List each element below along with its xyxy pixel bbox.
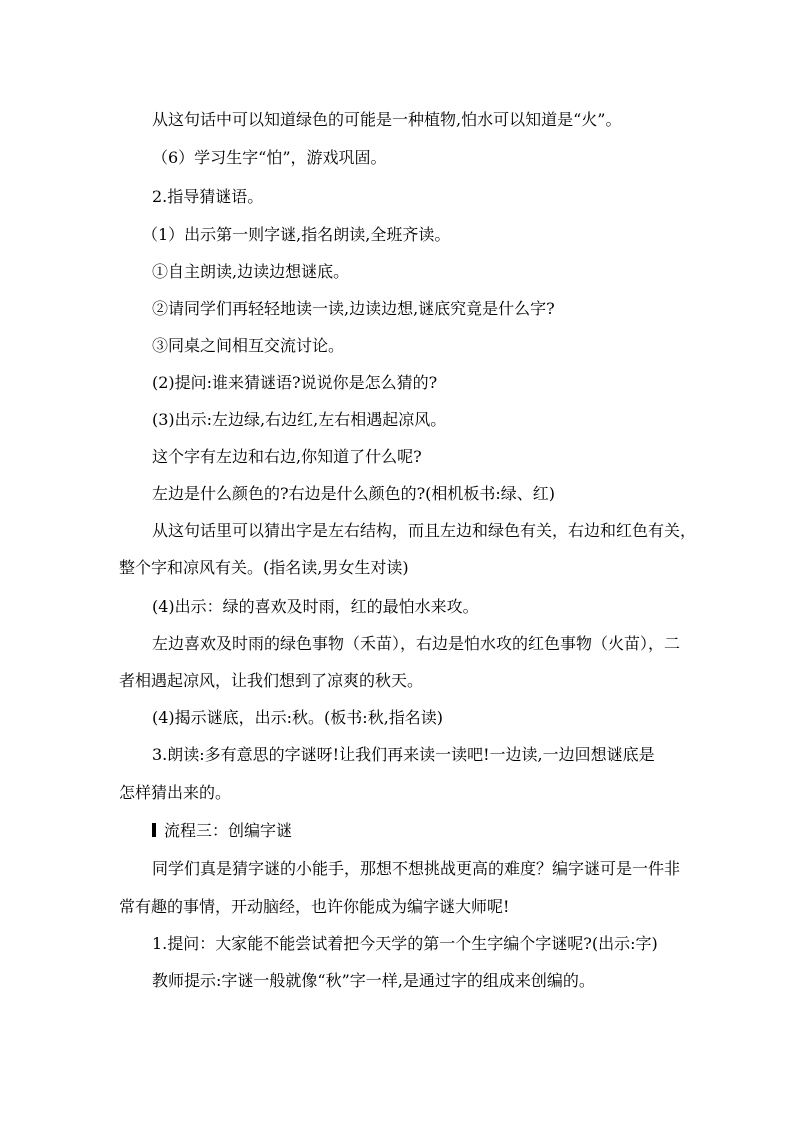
paragraph-5: ①自主朗读,边读边想谜底。 (152, 262, 350, 281)
paragraph-17b: 常有趣的事情，开动脑经，也许你能成为编字谜大师呢! (119, 897, 510, 916)
paragraph-11: 左边是什么颜色的?右边是什么颜色的?(相机板书:绿、红) (152, 484, 556, 503)
paragraph-3: 2.指导猜谜语。 (152, 187, 264, 206)
paragraph-7: ③同桌之间相互交流讨论。 (152, 336, 345, 355)
section-heading-text: 流程三：创编字谜 (164, 821, 293, 840)
paragraph-9: (3)出示:左边绿,右边红,左右相遇起凉风。 (152, 410, 447, 429)
paragraph-18: 1.提问：大家能不能尝试着把今天学的第一个生字编个字谜呢?(出示:字) (152, 934, 658, 953)
paragraph-1: 从这句话中可以知道绿色的可能是一种植物,怕水可以知道是“火”。 (152, 110, 622, 129)
paragraph-12b: 整个字和凉风有关。(指名读,男女生对读) (119, 558, 409, 577)
section-heading (152, 821, 292, 841)
paragraph-14b: 者相遇起凉风，让我们想到了凉爽的秋天。 (119, 671, 424, 690)
paragraph-14a: 左边喜欢及时雨的绿色事物（禾苗），右边是怕水攻的红色事物（火苗），二 (152, 634, 681, 653)
paragraph-2: （6）学习生字“怕”，游戏巩固。 (152, 148, 387, 167)
paragraph-15: (4)揭示谜底，出示:秋。(板书:秋,指名读) (152, 708, 444, 727)
paragraph-16a: 3.朗读:多有意思的字谜呀!让我们再来读一读吧!一边读,一边回想谜底是 (152, 745, 655, 764)
paragraph-13: (4)出示：绿的喜欢及时雨，红的最怕水来攻。 (152, 597, 479, 616)
paragraph-17a: 同学们真是猜字谜的小能手，那想不想挑战更高的难度？编字谜可是一件非 (152, 859, 681, 878)
heading-bar-icon (152, 823, 156, 837)
paragraph-16b: 怎样猜出来的。 (119, 783, 232, 802)
paragraph-8: (2)提问:谁来猜谜语?说说你是怎么猜的? (152, 373, 438, 392)
paragraph-10: 这个字有左边和右边,你知道了什么呢? (152, 447, 422, 466)
paragraph-4: （1）出示第一则字谜,指名朗读,全班齐读。 (142, 225, 451, 244)
paragraph-19: 教师提示:字谜一般就像“秋”字一样,是通过字的组成来创编的。 (152, 971, 595, 990)
paragraph-12a: 从这句话里可以猜出字是左右结构，而且左边和绿色有关，右边和红色有关， (152, 521, 697, 540)
paragraph-6: ②请同学们再轻轻地读一读,边读边想,谜底究竟是什么字? (152, 299, 555, 318)
